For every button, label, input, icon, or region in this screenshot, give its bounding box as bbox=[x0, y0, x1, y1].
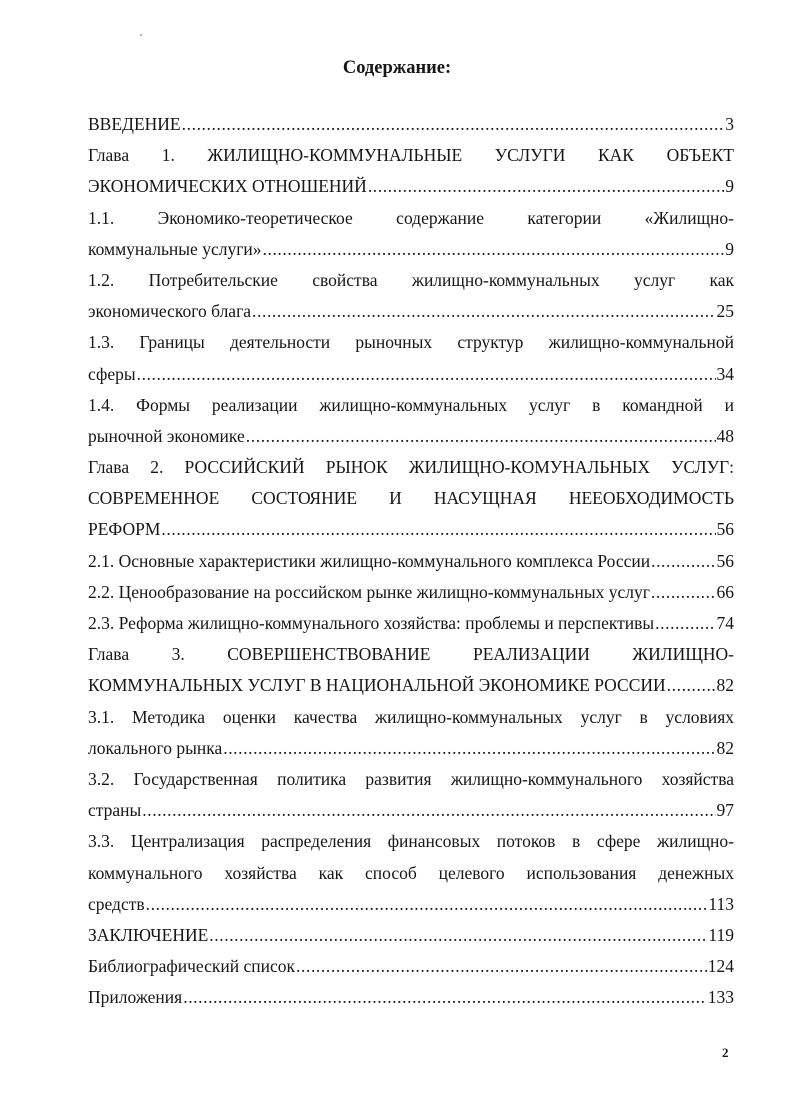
table-of-contents bbox=[88, 109, 734, 1013]
dot-leader bbox=[182, 109, 725, 140]
page-title: Содержание: bbox=[342, 58, 452, 78]
dot-leader bbox=[223, 733, 715, 764]
toc-page-number: 9 bbox=[725, 176, 734, 197]
dot-leader bbox=[651, 577, 716, 608]
toc-entry[interactable] bbox=[88, 452, 734, 546]
toc-entry-leader-line bbox=[88, 421, 734, 452]
dot-leader bbox=[137, 359, 716, 390]
toc-entry-line: 1.3. Границы деятельности рыночных структур жилищно-коммунальной bbox=[88, 332, 734, 353]
toc-entry[interactable] bbox=[88, 951, 734, 982]
toc-entry-line: 1.4. Формы реализации жилищно-коммунальных услуг в командной и bbox=[88, 394, 734, 415]
toc-entry[interactable] bbox=[88, 826, 734, 920]
page-number: 2 bbox=[722, 1045, 729, 1060]
toc-entry[interactable] bbox=[88, 265, 734, 327]
toc-entry[interactable] bbox=[88, 639, 734, 701]
toc-page-number: 119 bbox=[708, 924, 734, 945]
dot-leader bbox=[146, 889, 708, 920]
dot-leader bbox=[667, 670, 716, 701]
toc-entry-line: коммунального хозяйства как способ целевого использования денежных bbox=[88, 862, 734, 883]
toc-entry-title: локального рынка bbox=[88, 737, 223, 758]
toc-entry-line: 3.1. Методика оценки качества жилищно-коммунальных услуг в условиях bbox=[88, 706, 734, 727]
toc-entry-leader-line bbox=[88, 109, 734, 140]
toc-entry[interactable] bbox=[88, 390, 734, 452]
toc-entry-leader-line bbox=[88, 733, 734, 764]
toc-entry[interactable] bbox=[88, 546, 734, 577]
toc-entry[interactable] bbox=[88, 702, 734, 764]
dot-leader bbox=[183, 982, 707, 1013]
toc-page-number: 3 bbox=[725, 114, 734, 134]
toc-entry-line: СОВРЕМЕННОЕ СОСТОЯНИЕ И НАСУЩНАЯ НЕЕОБХОДИМОСТЬ bbox=[88, 488, 734, 509]
toc-entry-title: ЭКОНОМИЧЕСКИХ ОТНОШЕНИЙ bbox=[88, 176, 367, 197]
toc-entry-title: Библиографический список bbox=[88, 956, 296, 977]
toc-entry-title: РЕФОРМ bbox=[88, 519, 161, 540]
toc-entry-title: 2.1. Основные характеристики жилищно-коммунального комплекса России bbox=[88, 550, 651, 571]
toc-entry[interactable] bbox=[88, 920, 734, 951]
toc-page-number: 82 bbox=[716, 675, 734, 696]
toc-entry-leader-line bbox=[88, 234, 734, 265]
toc-entry-line: Глава 2. РОССИЙСКИЙ РЫНОК ЖИЛИЩНО-КОМУНАЛЬНЫХ УСЛУГ: bbox=[88, 457, 734, 478]
toc-entry-title: сферы bbox=[88, 363, 136, 384]
dot-leader bbox=[209, 920, 707, 951]
toc-entry-line: 3.3. Централизация распределения финансовых потоков в сфере жилищно- bbox=[88, 831, 734, 852]
toc-page-number: 34 bbox=[716, 363, 734, 384]
scan-speck bbox=[140, 34, 142, 36]
toc-entry-title: страны bbox=[88, 800, 142, 821]
toc-entry-leader-line bbox=[88, 889, 734, 920]
toc-entry-line: Глава 3. СОВЕРШЕНСТВОВАНИЕ РЕАЛИЗАЦИИ ЖИЛИЩНО- bbox=[88, 644, 734, 665]
toc-page-number: 48 bbox=[716, 425, 734, 446]
toc-entry-title: экономического блага bbox=[88, 301, 252, 322]
toc-entry-line: 1.2. Потребительские свойства жилищно-коммунальных услуг как bbox=[88, 269, 734, 290]
toc-entry[interactable] bbox=[88, 203, 734, 265]
dot-leader bbox=[651, 546, 715, 577]
dot-leader bbox=[246, 421, 716, 452]
dot-leader bbox=[368, 171, 724, 202]
toc-entry[interactable] bbox=[88, 982, 734, 1013]
toc-entry-line: 3.2. Государственная политика развития жилищно-коммунального хозяйства bbox=[88, 768, 734, 789]
toc-page-number: 82 bbox=[716, 737, 734, 758]
toc-entry[interactable] bbox=[88, 109, 734, 140]
dot-leader bbox=[263, 234, 725, 265]
toc-page-number: 56 bbox=[716, 519, 734, 540]
toc-page-number: 25 bbox=[716, 301, 734, 322]
toc-page-number: 113 bbox=[708, 893, 734, 914]
toc-entry-leader-line bbox=[88, 514, 734, 545]
toc-entry-leader-line bbox=[88, 171, 734, 202]
toc-entry-title: 2.3. Реформа жилищно-коммунального хозяйства: проблемы и перспективы bbox=[88, 613, 655, 633]
toc-page-number: 133 bbox=[707, 987, 734, 1008]
toc-entry[interactable] bbox=[88, 327, 734, 389]
toc-entry-leader-line bbox=[88, 296, 734, 327]
dot-leader bbox=[252, 296, 715, 327]
toc-entry-leader-line bbox=[88, 951, 734, 982]
toc-page-number: 66 bbox=[716, 581, 734, 602]
dot-leader bbox=[655, 608, 715, 639]
toc-entry-title: ВВЕДЕНИЕ bbox=[88, 114, 181, 134]
toc-entry-title: средств bbox=[88, 893, 145, 914]
toc-page-number: 124 bbox=[707, 956, 734, 977]
toc-entry-leader-line bbox=[88, 608, 734, 639]
toc-page-number: 74 bbox=[716, 613, 734, 633]
toc-page-number: 9 bbox=[725, 238, 734, 259]
toc-page-number: 56 bbox=[716, 550, 734, 571]
toc-entry[interactable] bbox=[88, 577, 734, 608]
toc-entry-leader-line bbox=[88, 670, 734, 701]
toc-entry-line: 1.1. Экономико-теоретическое содержание категории «Жилищно- bbox=[88, 207, 734, 228]
toc-entry-leader-line bbox=[88, 982, 734, 1013]
toc-entry[interactable] bbox=[88, 140, 734, 202]
dot-leader bbox=[142, 795, 715, 826]
toc-entry-title: коммунальные услуги» bbox=[88, 238, 262, 259]
toc-entry-title: рыночной экономике bbox=[88, 425, 245, 446]
toc-entry[interactable] bbox=[88, 608, 734, 639]
toc-entry-leader-line bbox=[88, 359, 734, 390]
toc-entry-leader-line bbox=[88, 577, 734, 608]
toc-entry-title: КОММУНАЛЬНЫХ УСЛУГ В НАЦИОНАЛЬНОЙ ЭКОНОМИКЕ РОССИИ bbox=[88, 675, 666, 696]
toc-entry-leader-line bbox=[88, 795, 734, 826]
toc-entry-leader-line bbox=[88, 546, 734, 577]
toc-entry-leader-line bbox=[88, 920, 734, 951]
toc-entry-title: 2.2. Ценообразование на российском рынке жилищно-коммунальных услуг bbox=[88, 581, 650, 602]
toc-page-number: 97 bbox=[716, 800, 734, 821]
toc-entry[interactable] bbox=[88, 764, 734, 826]
toc-entry-title: ЗАКЛЮЧЕНИЕ bbox=[88, 924, 209, 945]
toc-entry-line: Глава 1. ЖИЛИЩНО-КОММУНАЛЬНЫЕ УСЛУГИ КАК ОБЪЕКТ bbox=[88, 145, 734, 166]
dot-leader bbox=[296, 951, 707, 982]
dot-leader bbox=[161, 514, 715, 545]
toc-entry-title: Приложения bbox=[88, 987, 183, 1008]
